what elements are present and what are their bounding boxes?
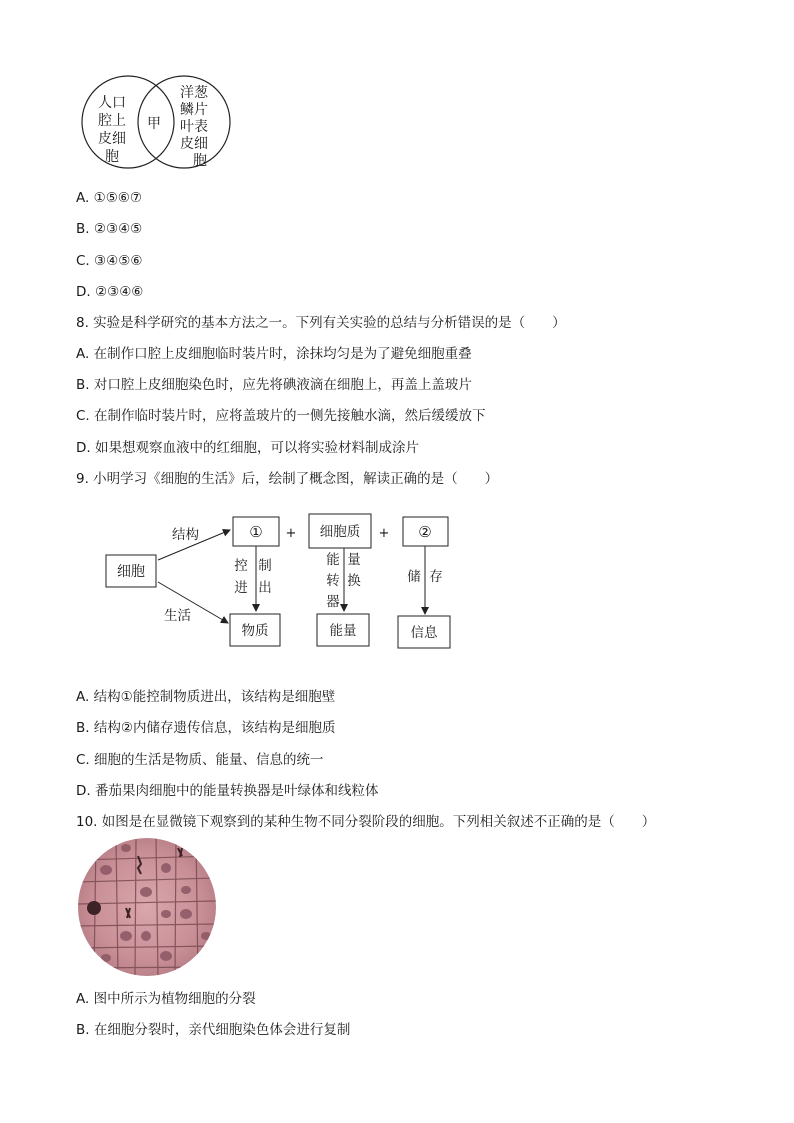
q8-option-b[interactable]: B. 对口腔上皮细胞染色时，应先将碘液滴在细胞上，再盖上盖玻片 — [76, 377, 472, 393]
q9-option-b[interactable]: B. 结构②内储存遗传信息，该结构是细胞质 — [76, 720, 336, 736]
info-label: 信息 — [410, 625, 438, 641]
venn-left-line: 人口 — [98, 95, 126, 111]
converter-char: 能 — [326, 552, 340, 568]
q10-option-a[interactable]: A. 图中所示为植物细胞的分裂 — [76, 991, 256, 1007]
q10-option-b[interactable]: B. 在细胞分裂时，亲代细胞染色体会进行复制 — [76, 1022, 351, 1038]
venn-right-line: 洋葱 — [180, 85, 208, 101]
venn-center-label: 甲 — [147, 116, 161, 132]
q7-option-d[interactable]: D. ②③④⑥ — [76, 284, 144, 300]
venn-right-line: 鳞片 — [180, 102, 208, 118]
q7-option-c[interactable]: C. ③④⑤⑥ — [76, 253, 143, 269]
q9-option-d[interactable]: D. 番茄果肉细胞中的能量转换器是叶绿体和线粒体 — [76, 783, 379, 799]
structure-label: 结构 — [172, 527, 199, 543]
store-char: 储 — [407, 569, 421, 585]
control-char: 控 — [234, 558, 248, 574]
venn-right-line: 叶表 — [180, 119, 208, 135]
control-char: 出 — [258, 580, 272, 596]
energy-label: 能量 — [329, 623, 357, 639]
cytoplasm-label: 细胞质 — [319, 524, 361, 540]
venn-left-line: 腔上 — [98, 113, 126, 129]
q8-option-d[interactable]: D. 如果想观察血液中的红细胞，可以将实验材料制成涂片 — [76, 440, 419, 456]
store-char: 存 — [429, 569, 443, 585]
q8-option-a[interactable]: A. 在制作口腔上皮细胞临时装片时，涂抹均匀是为了避免细胞重叠 — [76, 346, 472, 362]
plus-sign: + — [378, 526, 390, 541]
converter-char: 量 — [347, 552, 361, 568]
converter-char: 器 — [326, 594, 340, 610]
venn-diagram — [78, 70, 238, 174]
cell-division-micrograph — [78, 838, 216, 976]
concept-map — [100, 508, 460, 654]
q9-stem: 9. 小明学习《细胞的生活》后，绘制了概念图，解读正确的是（ ） — [76, 471, 499, 487]
box-2-label: ② — [418, 523, 432, 541]
box-1-label: ① — [249, 523, 263, 541]
q10-stem: 10. 如图是在显微镜下观察到的某种生物不同分裂阶段的细胞。下列相关叙述不正确的是（ ） — [76, 814, 656, 830]
q7-option-b[interactable]: B. ②③④⑤ — [76, 221, 143, 237]
cell-label: 细胞 — [117, 564, 145, 580]
life-label: 生活 — [164, 608, 191, 624]
matter-label: 物质 — [241, 623, 269, 639]
venn-right-line: 皮细 — [180, 136, 208, 152]
q8-stem: 8. 实验是科学研究的基本方法之一。下列有关实验的总结与分析错误的是（ ） — [76, 315, 566, 331]
plus-sign: + — [285, 526, 297, 541]
control-char: 进 — [234, 580, 248, 596]
venn-left-line: 胞 — [105, 149, 119, 165]
control-char: 制 — [258, 558, 272, 574]
converter-char: 转 — [326, 573, 340, 589]
venn-left-line: 皮细 — [98, 131, 126, 147]
venn-right-line: 胞 — [193, 153, 207, 169]
microscope-image — [78, 838, 216, 976]
q8-option-c[interactable]: C. 在制作临时装片时，应将盖玻片的一侧先接触水滴，然后缓缓放下 — [76, 408, 486, 424]
q9-option-c[interactable]: C. 细胞的生活是物质、能量、信息的统一 — [76, 752, 324, 768]
q7-option-a[interactable]: A. ①⑤⑥⑦ — [76, 190, 143, 206]
q9-option-a[interactable]: A. 结构①能控制物质进出，该结构是细胞壁 — [76, 689, 336, 705]
converter-char: 换 — [347, 573, 361, 589]
